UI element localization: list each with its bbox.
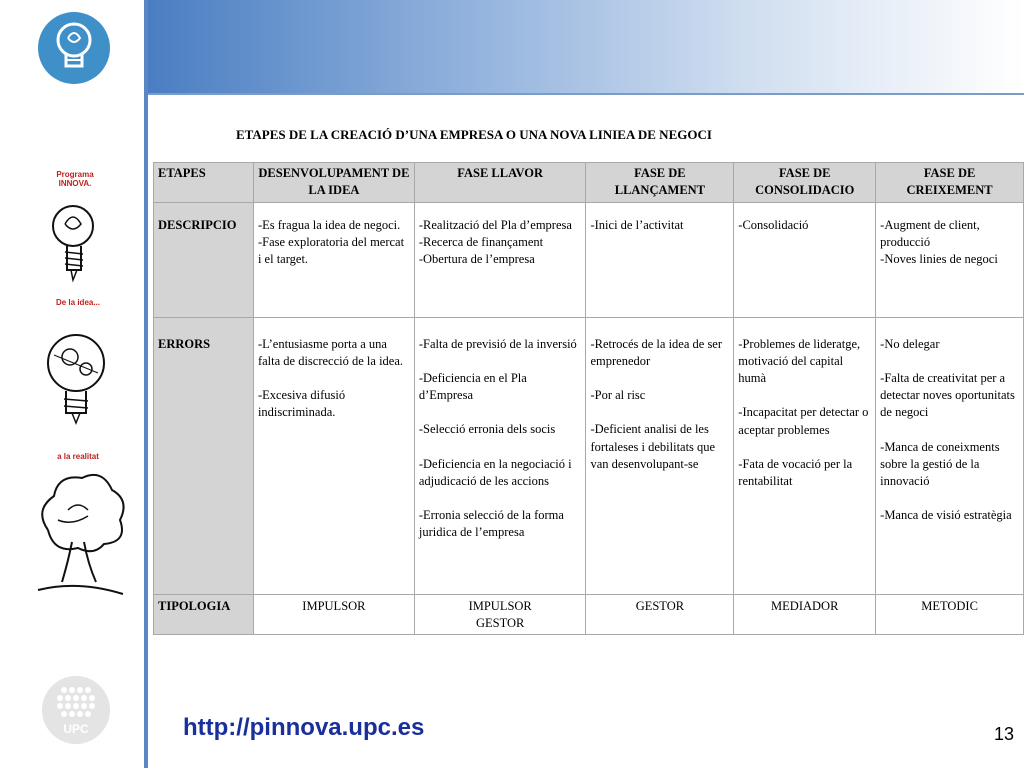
cell-text: IMPULSOR — [302, 598, 366, 613]
table-header-cell: FASE DE LLANÇAMENT — [586, 163, 734, 203]
cell-text: -Deficiencia en el Pla d’Empresa — [418, 370, 527, 402]
table-cell — [414, 317, 586, 594]
cell-text: MEDIADOR — [771, 598, 839, 613]
table-cell — [734, 317, 876, 594]
cell-text: -Incapacitat per detectar o aceptar problemes — [738, 405, 869, 437]
table-cell — [414, 594, 586, 635]
cell-text: IMPULSOR GESTOR — [468, 598, 532, 630]
cell-text: -Erronia selecció de la forma juridica de l’empresa — [418, 508, 564, 540]
table-row-tipologia — [154, 594, 1024, 635]
cell-text: -Por al risc — [590, 388, 646, 402]
lightbulb-logo-icon — [38, 12, 110, 84]
table-cell — [586, 594, 734, 635]
reality-label: a la realitat — [57, 452, 99, 461]
cell-text: -No delegar — [880, 336, 940, 351]
cell-text: -L’entusiasme porta a una falta de discrecció de la idea. — [257, 336, 404, 368]
cell-text: -Consolidació — [738, 217, 809, 232]
stages-table — [153, 162, 1024, 635]
cell-text: -Realització del Pla d’empresa -Recerca de finançament -Obertura de l’empresa — [418, 217, 572, 266]
row-label: ERRORS — [154, 317, 254, 594]
cell-text: -Selecció erronia dels socis — [418, 422, 556, 437]
program-label — [50, 170, 100, 188]
cell-text: -Manca de coneixments sobre la gestió de la innovació — [880, 439, 1000, 488]
upc-logo — [42, 676, 110, 744]
cell-text: -Es fragua la idea de negoci. -Fase exploratoria del mercat i el target. — [257, 217, 405, 266]
table-cell — [734, 202, 876, 317]
idea-label: De la idea... — [55, 298, 101, 307]
table-cell — [734, 594, 876, 635]
cell-text: -Deficient analisi de les fortaleses i debilitats que van desenvolupant-se — [590, 422, 716, 471]
page-title: ETAPES DE LA CREACIÓ D’UNA EMPRESA O UNA NOVA LINIEA DE NEGOCI — [236, 127, 712, 142]
table-row-descripcio — [154, 202, 1024, 317]
website-link[interactable]: http://pinnova.upc.es — [183, 714, 425, 741]
lightbulb-sketch-icon — [45, 196, 105, 291]
cell-text: -Fata de vocació per la rentabilitat — [738, 456, 853, 488]
lightbulb-gears-sketch-icon — [40, 325, 115, 430]
table-header-cell: ETAPES — [154, 163, 254, 203]
table-cell — [876, 317, 1024, 594]
table-cell — [253, 594, 414, 635]
upc-logo-text: UPC — [63, 722, 89, 736]
table-cell — [253, 317, 414, 594]
cell-text: -Falta de previsió de la inversió — [418, 336, 577, 351]
header-divider — [148, 93, 1024, 95]
header-banner — [148, 0, 1024, 93]
table-header-row — [154, 163, 1024, 203]
cell-text: -Falta de creativitat per a detectar noves oportunitats de negoci — [880, 370, 1015, 420]
table-row-errors — [154, 317, 1024, 594]
program-label-line2: INNOVA. — [58, 179, 92, 188]
table-header-cell: FASE DE CREIXEMENT — [876, 163, 1024, 203]
table-cell — [414, 202, 586, 317]
table-header-cell: FASE DE CONSOLIDACIO — [734, 163, 876, 203]
program-label-line1: Programa — [56, 170, 94, 179]
tree-sketch-icon — [28, 470, 128, 605]
table-header-cell: FASE LLAVOR — [414, 163, 586, 203]
sidebar — [0, 0, 144, 768]
cell-text: -Excesiva difusió indiscriminada. — [257, 388, 346, 420]
table-cell — [253, 202, 414, 317]
page-number: 13 — [994, 724, 1015, 744]
table-cell — [876, 202, 1024, 317]
cell-text: -Problemes de lideratge, motivació del capital humà — [738, 336, 861, 385]
table-header-cell: DESENVOLUPAMENT DE LA IDEA — [253, 163, 414, 203]
cell-text: METODIC — [921, 598, 978, 613]
row-label: TIPOLOGIA — [154, 594, 254, 635]
table-cell — [586, 202, 734, 317]
table-cell — [876, 594, 1024, 635]
row-label: DESCRIPCIO — [154, 202, 254, 317]
cell-text: -Inici de l’activitat — [590, 217, 684, 232]
sidebar-divider — [144, 0, 148, 768]
cell-text: -Augment de client, producció -Noves linies de negoci — [880, 217, 998, 266]
cell-text: GESTOR — [635, 598, 685, 613]
cell-text: -Retrocés de la idea de ser emprenedor — [590, 336, 723, 368]
cell-text: -Deficiencia en la negociació i adjudicació de les accions — [418, 456, 572, 488]
cell-text: -Manca de visió estratègia — [880, 508, 1012, 523]
table-cell — [586, 317, 734, 594]
